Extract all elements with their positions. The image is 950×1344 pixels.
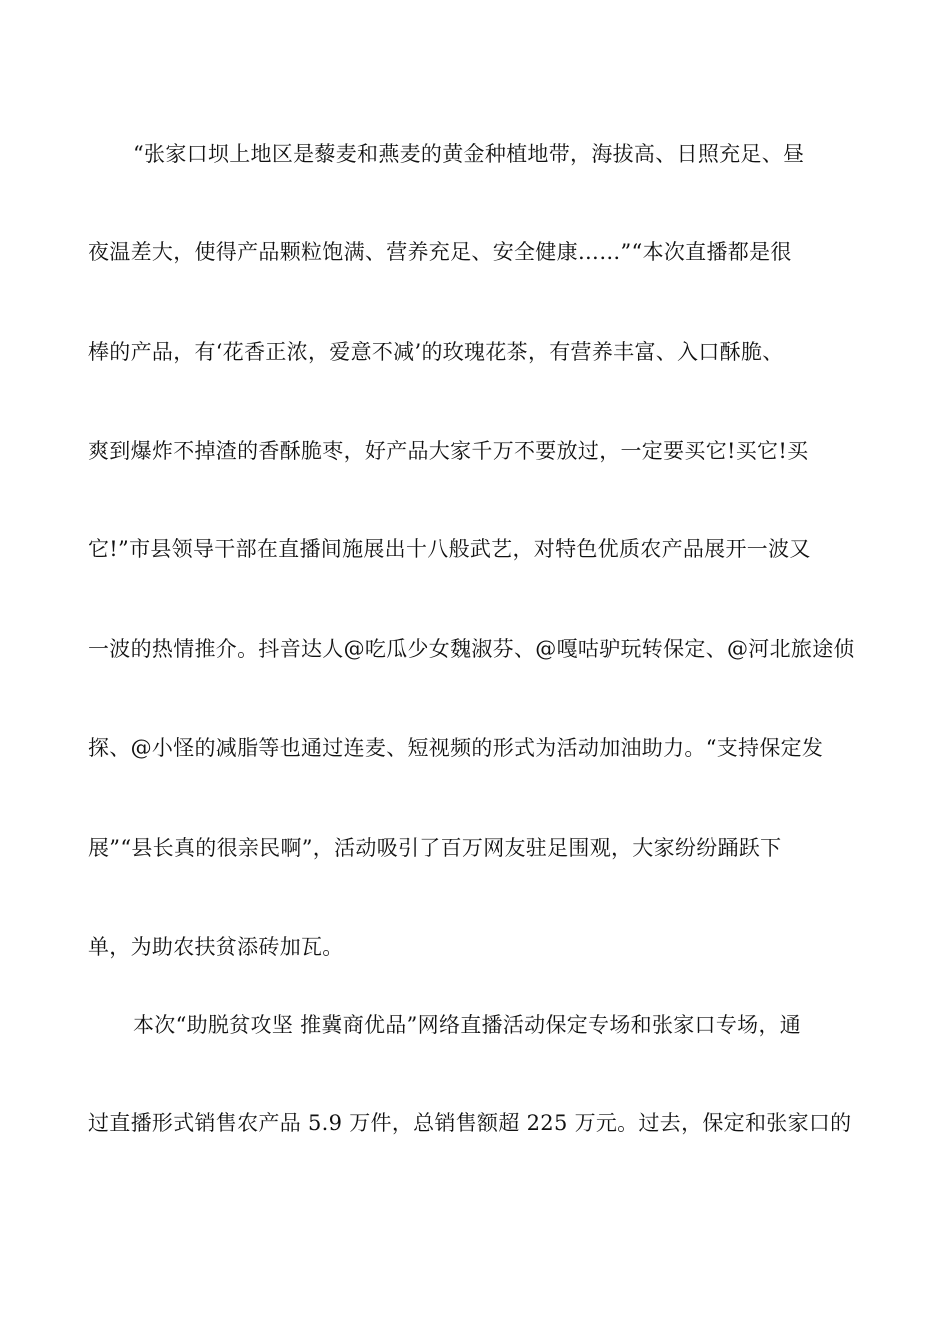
paragraph-1-line-2: 夜温差大，使得产品颗粒饱满、营养充足、安全健康……”“本次直播都是很 bbox=[88, 240, 792, 264]
paragraph-1-line-7: 探、@小怪的减脂等也通过连麦、短视频的形式为活动加油助力。“支持保定发 bbox=[88, 736, 824, 760]
paragraph-1-line-9: 单，为助农扶贫添砖加瓦。 bbox=[88, 935, 344, 959]
paragraph-1-line-3: 棒的产品，有‘花香正浓，爱意不减’的玫瑰花茶，有营养丰富、入口酥脆、 bbox=[88, 340, 784, 364]
paragraph-1-line-6: 一波的热情推介。抖音达人@吃瓜少女魏淑芬、@嘎咕驴玩转保定、@河北旅途侦 bbox=[88, 637, 855, 661]
paragraph-2-line-1: 本次“助脱贫攻坚 推冀商优品”网络直播活动保定专场和张家口专场，通 bbox=[133, 1013, 802, 1037]
paragraph-1-line-4: 爽到爆炸不掉渣的香酥脆枣，好产品大家千万不要放过，一定要买它!买它!买 bbox=[88, 439, 809, 463]
paragraph-1-line-5: 它!”市县领导干部在直播间施展出十八般武艺，对特色优质农产品展开一波又 bbox=[88, 537, 811, 561]
paragraph-1-line-8: 展”“县长真的很亲民啊”，活动吸引了百万网友驻足围观，大家纷纷踊跃下 bbox=[88, 836, 782, 860]
paragraph-2-line-2: 过直播形式销售农产品 5.9 万件，总销售额超 225 万元。过去，保定和张家口的 bbox=[88, 1111, 852, 1135]
paragraph-1-line-1: “张家口坝上地区是藜麦和燕麦的黄金种植地带，海拔高、日照充足、昼 bbox=[133, 142, 805, 166]
